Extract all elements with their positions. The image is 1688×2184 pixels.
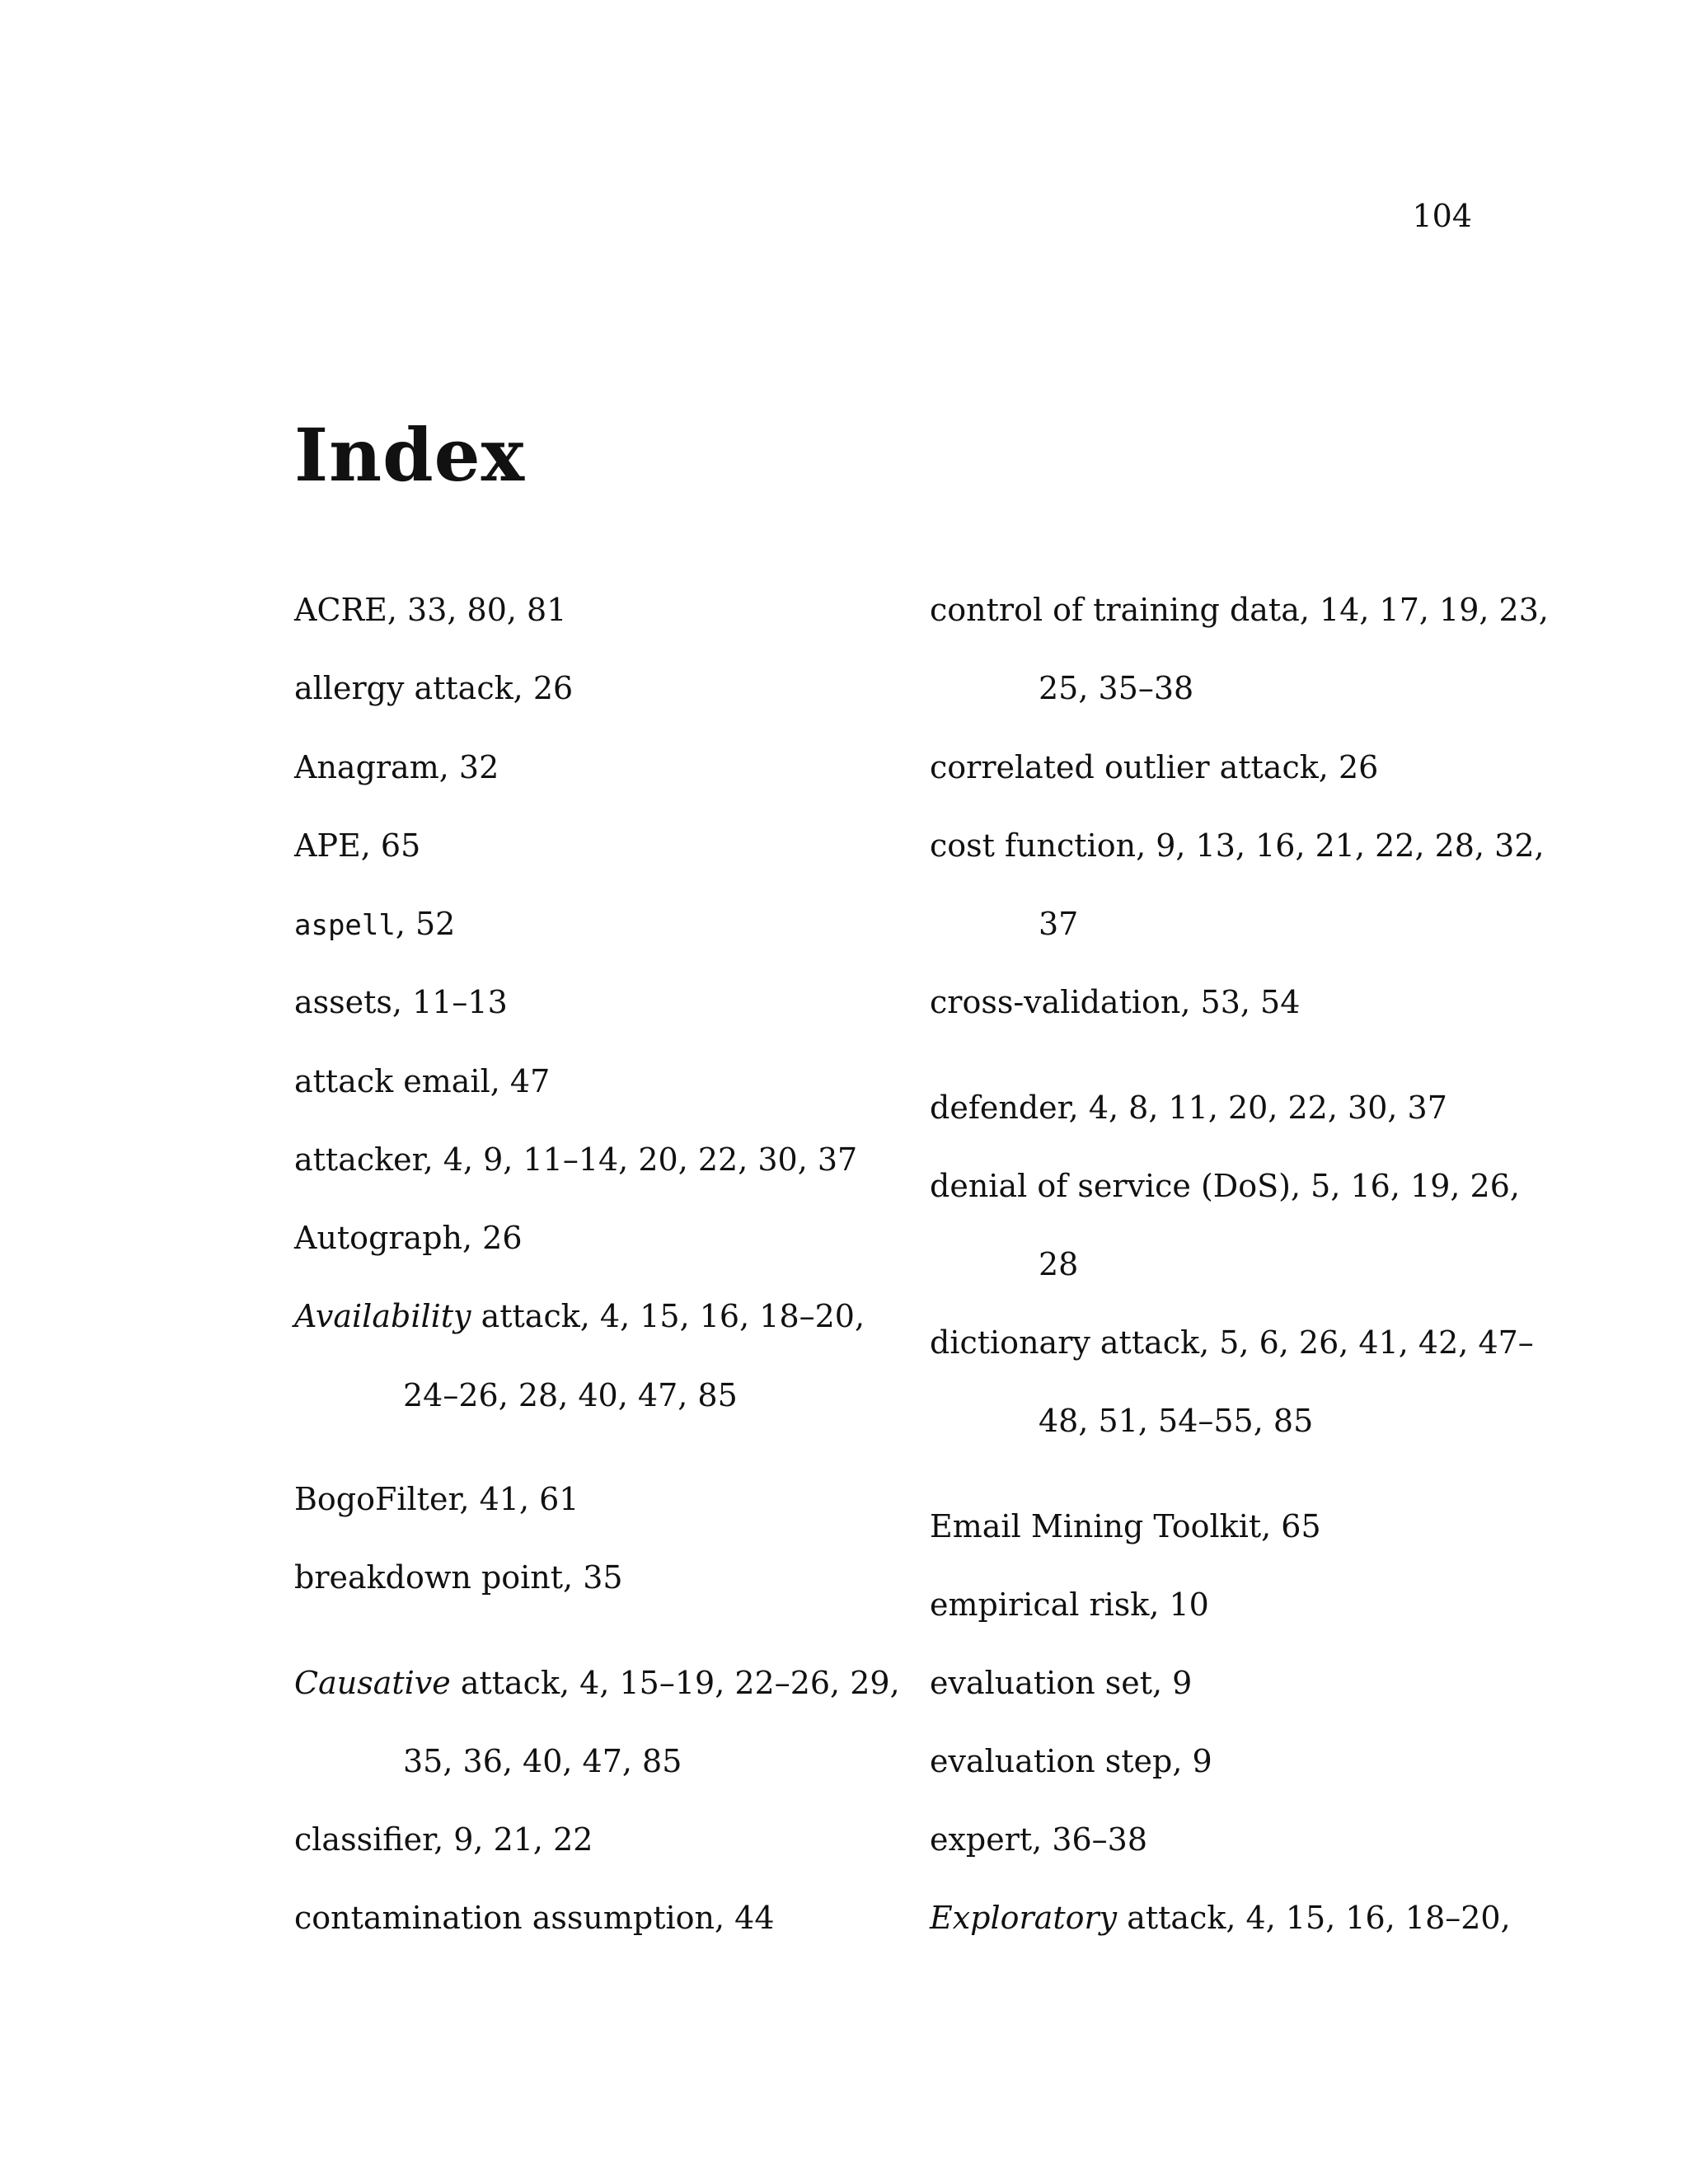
index-page-refs: , 26 [513, 670, 574, 706]
index-page-refs: , 53, 54 [1180, 984, 1301, 1020]
index-entry [294, 748, 499, 787]
index-term: assets [294, 984, 392, 1020]
index-term: allergy attack [294, 670, 513, 706]
index-term: evaluation step [930, 1743, 1173, 1779]
index-page-refs: attack, 4, 15–19, 22–26, 29, [450, 1665, 900, 1701]
index-term: Anagram [294, 749, 439, 785]
index-entry [294, 1898, 775, 1938]
index-term: Causative [294, 1665, 451, 1701]
index-page-refs: 25, 35–38 [1039, 670, 1194, 706]
index-entry-continuation [930, 904, 1078, 944]
index-term: ACRE [294, 592, 387, 628]
index-term: denial of service (DoS) [930, 1168, 1292, 1204]
index-entry [930, 1507, 1321, 1546]
index-page-refs: , 26 [1318, 749, 1379, 785]
index-page-refs: , 41, 61 [459, 1481, 579, 1517]
index-term: dictionary attack [930, 1324, 1200, 1361]
index-entry [294, 1479, 579, 1519]
index-page-refs: , 35 [563, 1559, 623, 1596]
index-entry-continuation [930, 668, 1193, 708]
index-term: BogoFilter [294, 1481, 460, 1517]
index-entry [930, 1898, 1511, 1938]
index-page-refs: 48, 51, 54–55, 85 [1039, 1403, 1314, 1439]
index-term: cost function [930, 827, 1137, 864]
index-entry-continuation [930, 1401, 1313, 1441]
index-term: classifier [294, 1821, 434, 1858]
index-entry [294, 1663, 900, 1703]
index-entry [930, 748, 1378, 787]
index-term: Exploratory [930, 1900, 1118, 1936]
index-page-refs: , 26 [462, 1220, 523, 1256]
index-term: correlated outlier attack [930, 749, 1319, 785]
index-page-refs: , 4, 8, 11, 20, 22, 30, 37 [1068, 1090, 1447, 1126]
index-page-refs: 37 [1039, 906, 1079, 942]
index-entry-continuation [294, 1376, 738, 1415]
index-page-refs: , 9 [1172, 1743, 1212, 1779]
index-page-refs: , 4, 9, 11–14, 20, 22, 30, 37 [423, 1141, 858, 1178]
index-page-refs: , 36–38 [1032, 1821, 1148, 1858]
index-term: cross-validation [930, 984, 1181, 1020]
index-entry [294, 668, 573, 708]
index-page-refs: , 14, 17, 19, 23, [1299, 592, 1549, 628]
index-entry [930, 1820, 1147, 1859]
index-page-refs: 35, 36, 40, 47, 85 [403, 1743, 682, 1779]
index-term: Email Mining Toolkit [930, 1508, 1262, 1544]
index-term: attack email [294, 1063, 490, 1099]
index-page-refs: attack, 4, 15, 16, 18–20, [471, 1298, 865, 1334]
index-page-refs: , 52 [395, 906, 456, 942]
index-term: evaluation set [930, 1665, 1153, 1701]
index-entry [294, 1296, 865, 1336]
index-page-refs: attack, 4, 15, 16, 18–20, [1117, 1900, 1511, 1936]
index-entry-continuation [294, 1741, 682, 1781]
index-entry [294, 982, 508, 1022]
index-page-refs: , 65 [360, 827, 421, 864]
index-entry [294, 1140, 857, 1179]
index-page-refs: , 9, 21, 22 [434, 1821, 593, 1858]
index-page-refs: , 9, 13, 16, 21, 22, 28, 32, [1136, 827, 1545, 864]
index-term: control of training data [930, 592, 1300, 628]
index-page-refs: , 11–13 [392, 984, 508, 1020]
index-page-refs: , 44 [715, 1900, 775, 1936]
index-page-refs: , 32 [438, 749, 499, 785]
index-term: Autograph [294, 1220, 463, 1256]
index-term: defender [930, 1090, 1069, 1126]
index-term: Availability [294, 1298, 471, 1334]
index-entry [294, 1218, 523, 1258]
index-page-refs: , 47 [490, 1063, 551, 1099]
index-page-refs: , 5, 16, 19, 26, [1291, 1168, 1520, 1204]
index-entry [930, 1323, 1534, 1362]
index-term: contamination assumption [294, 1900, 715, 1936]
index-page-refs: 24–26, 28, 40, 47, 85 [403, 1377, 738, 1413]
index-entry [930, 1585, 1209, 1624]
index-page-refs: , 9 [1152, 1665, 1193, 1701]
index-entry [294, 904, 455, 945]
index-entry [930, 1741, 1212, 1781]
index-entry [930, 1166, 1520, 1206]
index-page-refs: , 65 [1261, 1508, 1321, 1544]
index-entry-continuation [930, 1244, 1078, 1284]
index-entry [930, 826, 1545, 865]
index-term: empirical risk [930, 1586, 1150, 1623]
index-page-refs: 28 [1039, 1246, 1079, 1282]
index-entry [294, 1820, 593, 1859]
index-term: expert [930, 1821, 1033, 1858]
page-title: Index [294, 412, 526, 498]
index-entry [930, 1663, 1192, 1703]
page-number: 104 [1412, 198, 1472, 234]
index-term: breakdown point [294, 1559, 564, 1596]
index-entry [930, 1088, 1447, 1127]
index-entry [294, 590, 566, 630]
index-entry [930, 590, 1549, 630]
index-term: aspell [294, 909, 396, 942]
index-entry [930, 982, 1300, 1022]
index-entry [294, 1062, 550, 1101]
index-entry [294, 1558, 623, 1597]
index-page-refs: , 33, 80, 81 [387, 592, 567, 628]
index-entry [294, 826, 420, 865]
index-page-refs: , 5, 6, 26, 41, 42, 47– [1199, 1324, 1534, 1361]
index-page-refs: , 10 [1149, 1586, 1209, 1623]
index-term: APE [294, 827, 361, 864]
index-term: attacker [294, 1141, 424, 1178]
